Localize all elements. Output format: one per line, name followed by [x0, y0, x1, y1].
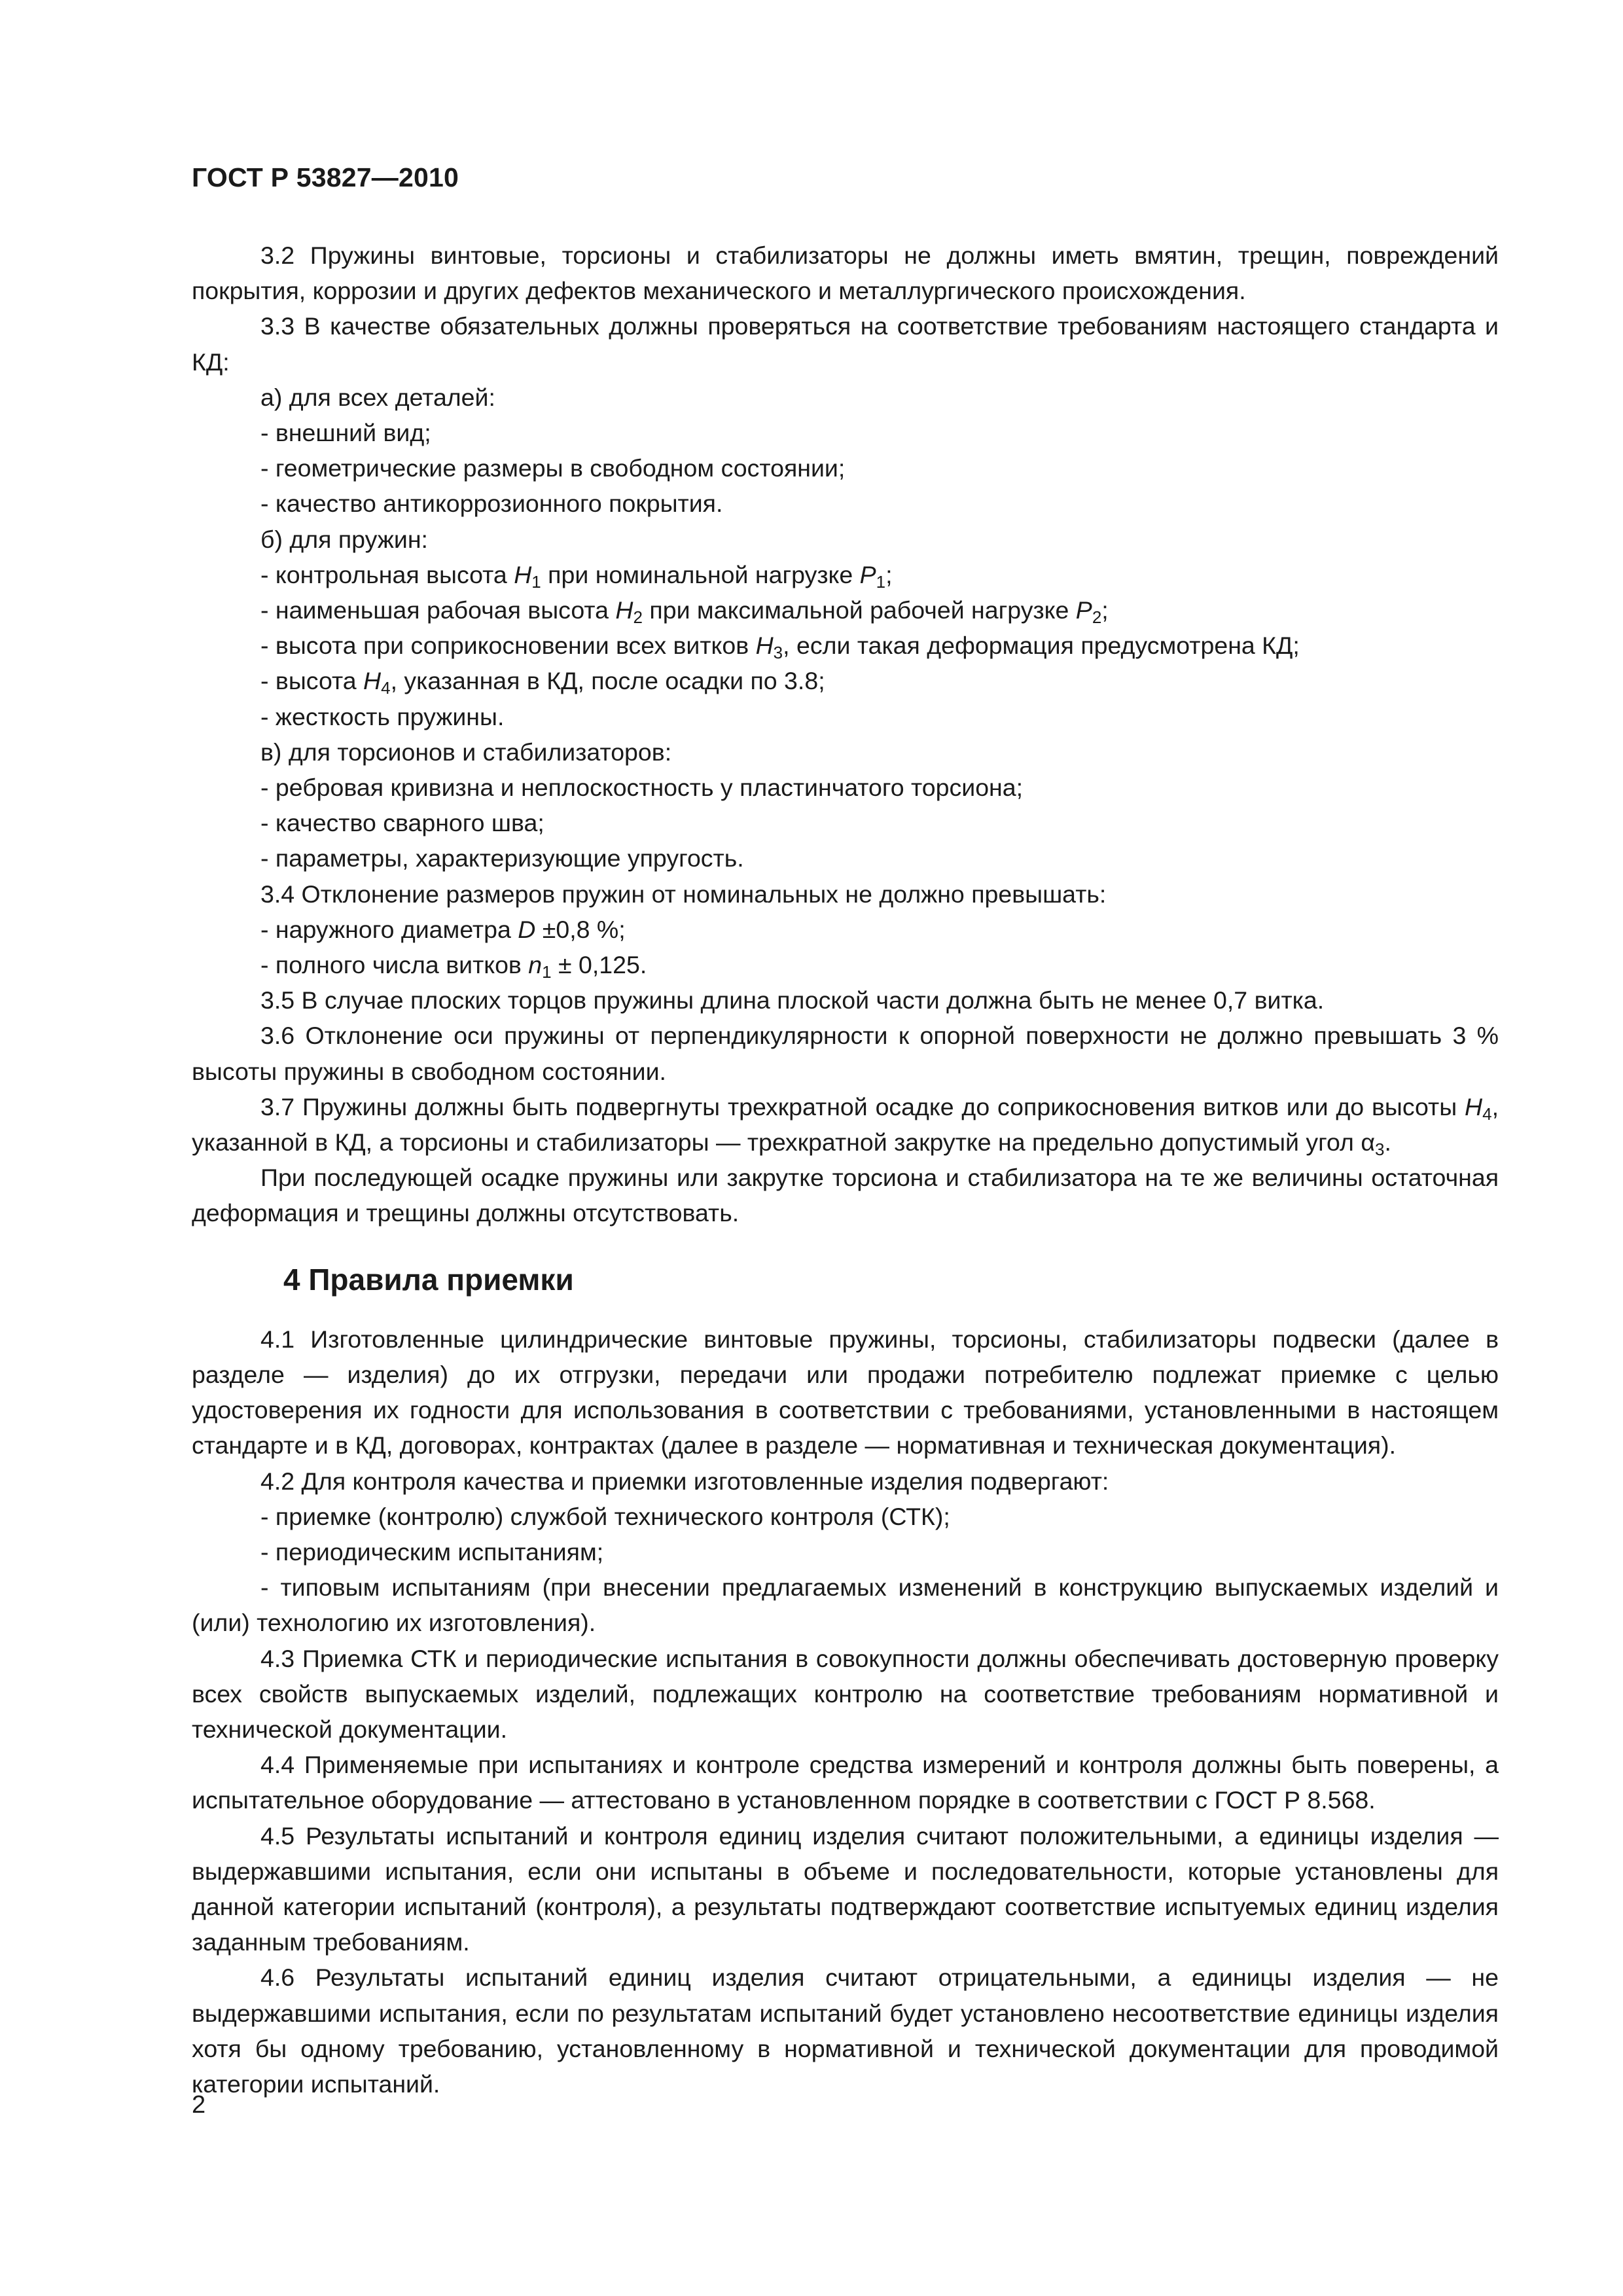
list-item: - качество сварного шва;	[260, 809, 544, 837]
list-item: - жесткость пружины.	[260, 702, 505, 730]
paragraph-4-6: 4.6 Результаты испытаний единиц изделия считают отрицательными, а единицы изделия — не выдержавшими испытания, если по результатам испытаний будет установлено несоответствие единицы изделия хотя бы одному требованию, установленному в нормативной и технической документации для проводимой категории испытаний.	[192, 1964, 1499, 2098]
paragraph-4-5: 4.5 Результаты испытаний и контроля единиц изделия считают положительными, а единицы изделия — выдержавшими испытания, если они испытаны в объеме и последовательности, которые установлены для данной категории испытаний (контроля), а результаты подтверждают соответствие испытуемых единиц изделия заданным требованиям.	[192, 1821, 1499, 1956]
list-heading-a: а) для всех деталей:	[260, 383, 495, 411]
list-item: - параметры, характеризующие упругость.	[260, 844, 744, 872]
list-item: - высота $H_4$, указанная в КД, после осадки по 3.8;	[260, 667, 825, 698]
list-heading-c: в) для торсионов и стабилизаторов:	[260, 738, 672, 766]
paragraph-4-2: 4.2 Для контроля качества и приемки изготовленные изделия подвергают:	[260, 1467, 1109, 1495]
section-title-4: 4 Правила приемки	[283, 1262, 574, 1297]
list-item: - периодическим испытаниям;	[260, 1537, 604, 1566]
paragraph-4-4: 4.4 Применяемые при испытаниях и контроле средства измерений и контроля должны быть поверены, а испытательное оборудование — аттестовано в установленном порядке в соответствии с ГОСТ Р 8.568.	[192, 1751, 1499, 1814]
list-item: - контрольная высота $H_1$ при номинальной нагрузке $P_1$;	[260, 560, 893, 592]
document-body	[192, 238, 1499, 2102]
list-item: - геометрические размеры в свободном состоянии;	[260, 454, 846, 482]
list-heading-b: б) для пружин:	[260, 525, 428, 553]
list-item: - высота при соприкосновении всех витков $H_3$, если такая деформация предусмотрена КД;	[260, 632, 1300, 663]
list-item: - внешний вид;	[260, 419, 431, 447]
list-item: - типовым испытаниям (при внесении предлагаемых изменений в конструкцию выпускаемых изделий и (или) технологию их изготовления).	[192, 1573, 1499, 1637]
paragraph-3-3: 3.3 В качестве обязательных должны проверяться на соответствие требованиям настоящего стандарта и КД:	[192, 312, 1499, 376]
paragraph-4-1: 4.1 Изготовленные цилиндрические винтовые пружины, торсионы, стабилизаторы подвески (далее в разделе — изделия) до их отгрузки, передачи или продажи потребителю подлежат приемке с целью удостоверения их годности для использования в соответствии с требованиями, установленными в настоящем стандарте и в КД, договорах, контрактах (далее в разделе — нормативная и техническая документация).	[192, 1325, 1499, 1460]
list-item: - приемке (контролю) службой технического контроля (СТК);	[260, 1502, 950, 1530]
list-item: - наименьшая рабочая высота $H_2$ при максимальной рабочей нагрузке $P_2$;	[260, 596, 1109, 628]
paragraph-3-4: 3.4 Отклонение размеров пружин от номинальных не должно превышать:	[260, 880, 1107, 908]
paragraph-3-7-continued: При последующей осадке пружины или закрутке торсиона и стабилизатора на те же величины остаточная деформация и трещины должны отсутствовать.	[192, 1164, 1499, 1227]
paragraph-4-3: 4.3 Приемка СТК и периодические испытания в совокупности должны обеспечивать достоверную проверку всех свойств выпускаемых изделий, подлежащих контролю на соответствие требованиям нормативной и технической документации.	[192, 1644, 1499, 1743]
paragraph-3-6: 3.6 Отклонение оси пружины от перпендикулярности к опорной поверхности не должно превышать 3 % высоты пружины в свободном состоянии.	[192, 1022, 1499, 1085]
paragraph-3-2: 3.2 Пружины винтовые, торсионы и стабилизаторы не должны иметь вмятин, трещин, повреждений покрытия, коррозии и других дефектов механического и металлургического происхождения.	[192, 242, 1499, 305]
document-header: ГОСТ Р 53827—2010	[192, 162, 459, 192]
paragraph-3-7: 3.7 Пружины должны быть подвергнуты трехкратной осадке до соприкосновения витков или до высоты $H_4$, указанной в КД, а торсионы и стабилизаторы — трехкратной закрутке на предельно допустимый угол $\alpha_3$.	[192, 1092, 1499, 1160]
list-item: - ребровая кривизна и неплоскостность у пластинчатого торсиона;	[260, 774, 1024, 802]
paragraph-3-5: 3.5 В случае плоских торцов пружины длина плоской части должна быть не менее 0,7 витка.	[260, 986, 1325, 1014]
page-number: 2	[192, 2091, 206, 2119]
list-item: - качество антикоррозионного покрытия.	[260, 490, 723, 518]
list-item: - полного числа витков $n_1 \pm 0,125$.	[260, 951, 647, 982]
list-item: - наружного диаметра D ±0,8 %;	[260, 915, 626, 943]
